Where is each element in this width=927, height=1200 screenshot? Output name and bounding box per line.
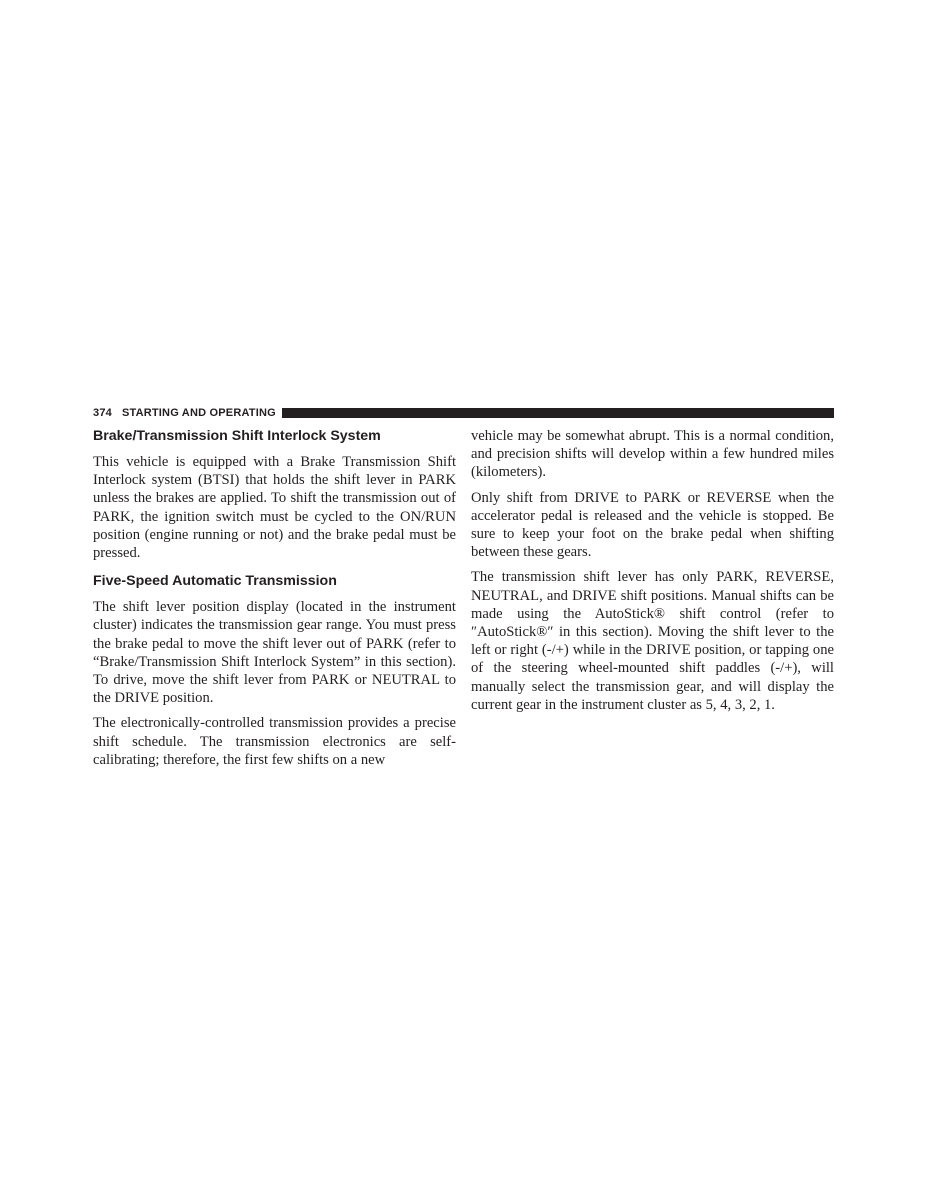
left-column (93, 427, 456, 776)
paragraph: This vehicle is equipped with a Brake Transmission Shift Interlock system (BTSI) that holds the shift lever in PARK unless the brakes are applied. To shift the transmission out of PARK, the ignition switch must be cycled to the ON/RUN position (engine running or not) and the brake pedal must be pressed. (93, 454, 456, 562)
paragraph: vehicle may be somewhat abrupt. This is a normal condition, and precision shifts will develop within a few hundred miles (kilometers). (471, 428, 834, 481)
section-title: STARTING AND OPERATING (121, 407, 276, 419)
heading-btsi: Brake/Transmission Shift Interlock System (93, 428, 381, 444)
heading-five-speed: Five-Speed Automatic Transmission (93, 573, 337, 590)
paragraph: The shift lever position display (located in the instrument cluster) indicates the transmission gear range. You must press the brake pedal to move the shift lever out of PARK (refer to “Brake/Transmission Shift Interlock System” in this section). To drive, move the shift lever from PARK or NEUTRAL to the DRIVE position. (93, 599, 456, 707)
paragraph: The transmission shift lever has only PARK, REVERSE, NEUTRAL, and DRIVE shift positions. Manual shifts can be made using the AutoStick® shift control (refer to ″AutoStick®″ in this section). Moving the shift lever to the left or right (-/+) while in the DRIVE position, or tapping one of the steering wheel-mounted shift paddles (-/+), will manually select the transmission gear, and will display the current gear in the instrument cluster as 5, 4, 3, 2, 1. (471, 569, 834, 713)
page-header (93, 405, 834, 421)
paragraph: Only shift from DRIVE to PARK or REVERSE when the accelerator pedal is released and the vehicle is stopped. Be sure to keep your foot on the brake pedal when shifting between these gears. (471, 489, 834, 561)
page-number: 374 (93, 407, 112, 419)
header-rule (282, 408, 834, 418)
right-column (471, 427, 834, 721)
paragraph: The electronically-controlled transmission provides a precise shift schedule. The transmission electronics are self-calibrating; therefore, the first few shifts on a new (93, 715, 456, 768)
